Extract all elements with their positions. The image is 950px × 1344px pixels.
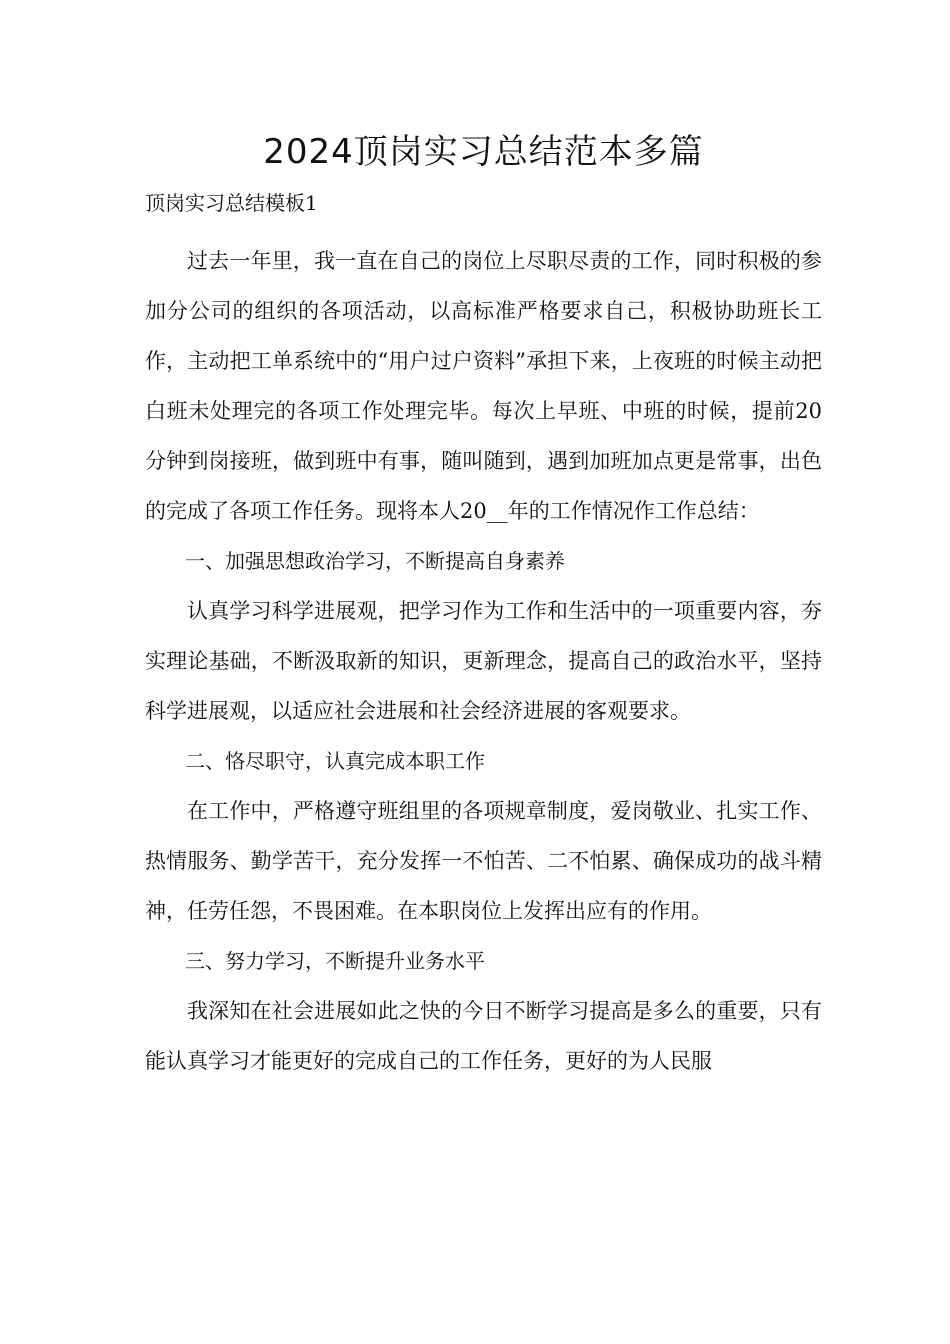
body-paragraph: 认真学习科学进展观，把学习作为工作和生活中的一项重要内容，夯实理论基础，不断汲取新的知识，更新理念，提高自己的政治水平，坚持科学进展观，以适应社会进展和社会经济进展的客观要求。 xyxy=(145,599,822,723)
document-subtitle: 顶岗实习总结模板1 xyxy=(145,191,318,215)
document-title: 2024顶岗实习总结范本多篇 xyxy=(263,132,704,172)
document-body xyxy=(145,236,822,1086)
section-heading: 一、加强思想政治学习，不断提高自身素养 xyxy=(185,549,565,573)
body-paragraph: 过去一年里，我一直在自己的岗位上尽职尽责的工作，同时积极的参加分公司的组织的各项活动，以高标准严格要求自己，积极协助班长工作，主动把工单系统中的“用户过户资料”承担下来，上夜班的时候主动把白班未处理完的各项工作处理完毕。每次上早班、中班的时候，提前20分钟到岗接班，做到班中有事，随叫随到，遇到加班加点更是常事，出色的完成了各项工作任务。现将本人20__年的工作情况作工作总结： xyxy=(145,249,822,523)
section-heading: 二、恪尽职守，认真完成本职工作 xyxy=(185,749,485,773)
body-paragraph: 在工作中，严格遵守班组里的各项规章制度，爱岗敬业、扎实工作、热情服务、勤学苦干，充分发挥一不怕苦、二不怕累、确保成功的战斗精神，任劳任怨，不畏困难。在本职岗位上发挥出应有的作用。 xyxy=(145,799,822,923)
body-paragraph: 我深知在社会进展如此之快的今日不断学习提高是多么的重要，只有能认真学习才能更好的完成自己的工作任务，更好的为人民服 xyxy=(145,999,822,1073)
section-heading: 三、努力学习，不断提升业务水平 xyxy=(185,949,485,973)
